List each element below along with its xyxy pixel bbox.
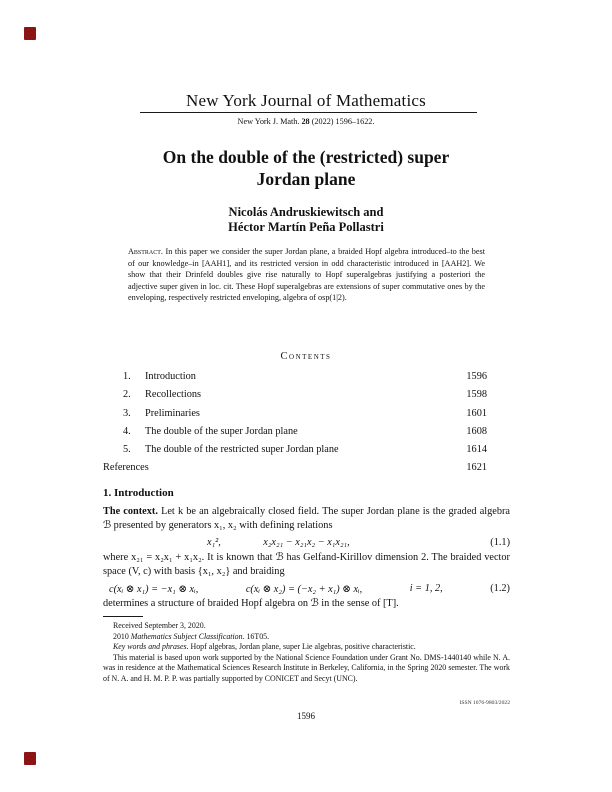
toc-entry-recollections[interactable] (103, 386, 487, 404)
article-title-line1: On the double of the (restricted) super (162, 147, 450, 167)
equation-term-relation: x₂x₂₁ − x₂₁x₂ − x₁x₂₁, (263, 537, 350, 548)
red-stamp-bottom (24, 752, 36, 765)
authors (0, 205, 612, 234)
author-line1: Nicolás Andruskiewitsch and (228, 205, 384, 219)
toc-page: 1601 (466, 407, 487, 419)
abstract-label: Abstract. (128, 247, 163, 256)
msc-prefix: 2010 (113, 631, 131, 641)
footnote-rule (103, 616, 143, 617)
toc-label: The double of the restricted super Jordan plane (145, 444, 339, 456)
toc-number: 3. (123, 407, 131, 419)
toc-label: The double of the super Jordan plane (145, 425, 298, 437)
section-heading-introduction: 1. Introduction (103, 487, 174, 499)
journal-name: New York Journal of Mathematics (186, 91, 426, 110)
abstract-text: In this paper we consider the super Jordan plane, a braided Hopf algebra introduced–to the best of our knowledge–in [AAH1], and its restricted version in odd characteristic introduced in [AAH2]. We show that their Drinfeld doubles give rise naturally to Hopf superalgebras justifying a posteriori the adjective super given in loc. cit. These Hopf superalgebras are extensions of super commutative ones by the enveloping, respectively restricted enveloping, algebra of osp(1|2). (128, 247, 485, 303)
page-number: 1596 (297, 711, 315, 721)
toc-number: 4. (123, 425, 131, 437)
equation-term-x1-squared: x₁², (207, 537, 221, 548)
paragraph-text: Let k be an algebraically closed field. The super Jordan plane is the graded algebra ℬ presented by generators x₁, x₂ with defining relations (103, 506, 510, 532)
article-title (0, 146, 612, 190)
paragraph-context (103, 505, 510, 533)
toc-label: Recollections (145, 389, 202, 401)
paragraph-lead: The context. (103, 506, 158, 517)
footnote-received: Received September 3, 2020. (113, 621, 206, 630)
toc-page: 1596 (466, 371, 487, 382)
citation-volume: 28 (301, 117, 310, 126)
issn-line: ISSN 1076-9803/2022 (459, 700, 510, 706)
keywords-title: Key words and phrases. (113, 642, 189, 651)
author-line2: Héctor Martín Peña Pollastri (228, 219, 384, 234)
equation-1-1 (103, 537, 510, 552)
toc-entry-double-super-jordan[interactable] (103, 423, 487, 441)
abstract (128, 246, 485, 304)
toc-number: 5. (123, 444, 131, 456)
equation-braiding-b: c(xᵢ ⊗ x₂) = (−x₂ + x₁) ⊗ xᵢ, (245, 584, 363, 595)
equation-tag: (1.2) (490, 583, 510, 594)
keywords-list: Hopf algebras, Jordan plane, super Lie algebras, positive characteristic. (188, 642, 416, 651)
toc-page: 1608 (466, 425, 487, 437)
equation-braiding-a: c(xᵢ ⊗ x₁) = −x₁ ⊗ xᵢ, (109, 584, 199, 595)
equation-tag: (1.1) (490, 537, 510, 548)
paragraph-determines: determines a structure of braided Hopf algebra on ℬ in the sense of [T]. (103, 598, 399, 609)
toc-page: 1621 (466, 462, 487, 474)
table-of-contents (103, 368, 487, 478)
footnote-keywords (103, 642, 510, 653)
equation-braiding-index: i = 1, 2, (409, 583, 443, 594)
toc-page: 1614 (466, 444, 487, 456)
footnote-funding: This material is based upon work supported by the National Science Foundation under Grant No. DMS-1440140 while N. A. was in residence at the Mathematical Sciences Research Institute in Berkeley, California, in the Spring 2020 semester. The work of N. A. and H. M. P. P. was partially supported by CONICET and Secyt (UNC). (103, 652, 510, 683)
citation-rest: (2022) 1596–1622. (309, 117, 375, 126)
footnote-msc (103, 632, 510, 643)
masthead-rule (140, 112, 477, 113)
contents-heading: Contents (280, 351, 332, 362)
citation-line (0, 117, 612, 126)
msc-code: 16T05. (244, 631, 270, 641)
toc-page: 1598 (466, 389, 487, 401)
toc-number: 2. (123, 389, 131, 401)
red-stamp-top (24, 27, 36, 40)
toc-entry-references[interactable] (103, 459, 487, 477)
paragraph-braiding: where x₂₁ = x₂x₁ + x₁x₂. It is known that ℬ has Gelfand-Kirillov dimension 2. The braided vector space (V, c) with basis {x₁, x₂} and braiding (103, 552, 510, 578)
equation-1-2 (103, 583, 510, 598)
toc-entry-introduction[interactable] (103, 368, 487, 386)
toc-label: Preliminaries (145, 407, 200, 419)
toc-label: Introduction (145, 371, 196, 382)
article-title-line2: Jordan plane (256, 169, 356, 189)
msc-title: Mathematics Subject Classification. (130, 631, 245, 641)
citation-prefix: New York J. Math. (237, 117, 302, 126)
toc-number: 1. (123, 371, 131, 382)
toc-label: References (103, 462, 149, 474)
toc-entry-double-restricted[interactable] (103, 441, 487, 459)
footnotes (103, 621, 510, 684)
toc-entry-preliminaries[interactable] (103, 405, 487, 423)
